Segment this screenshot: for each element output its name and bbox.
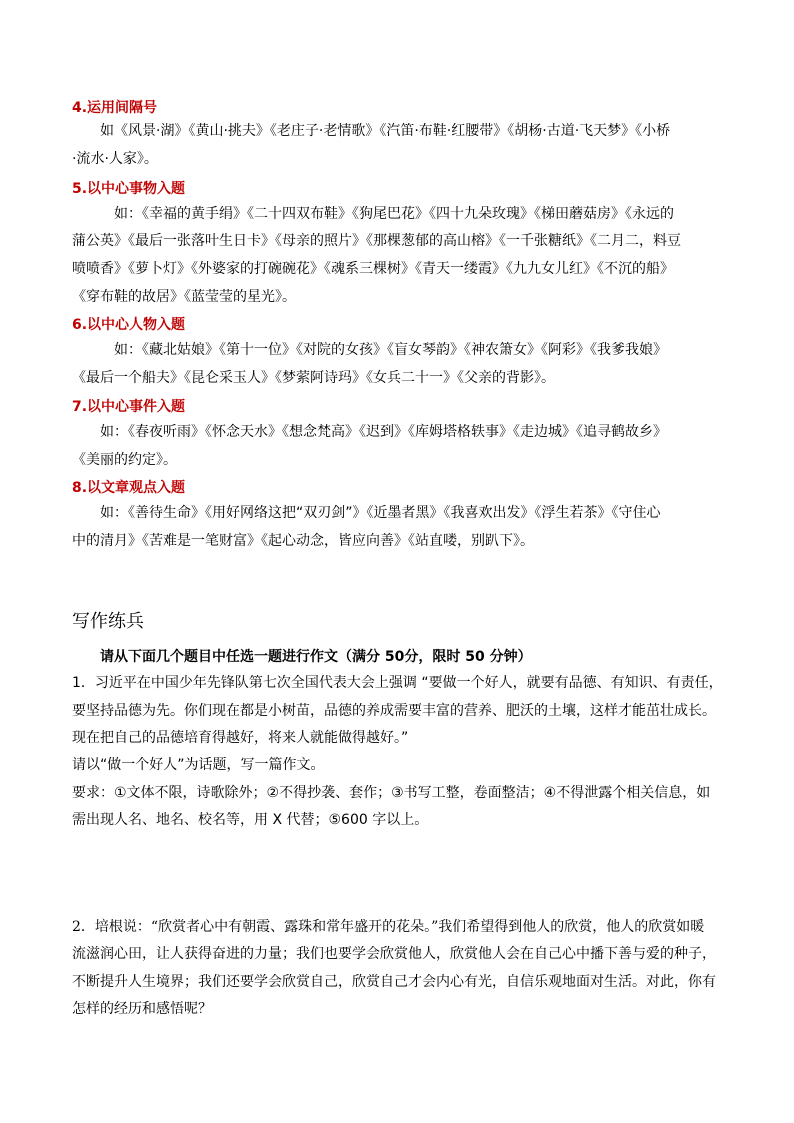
section-heading-4: 4.运用间隔号	[72, 100, 158, 116]
section-heading-5: 5.以中心事物入题	[72, 181, 186, 197]
section-7-line-1: 如：《春夜听雨》《怀念天水》《想念梵高》《迟到》《库姆塔格轶事》《走边城》《追寻鹤故乡》	[100, 424, 667, 440]
question-1-line-2: 要坚持品德为先。你们现在都是小树苗，品德的养成需要丰富的营养、肥沃的土壤，这样才能茁壮成长。	[72, 703, 716, 719]
section-7-line-2: 《美丽的约定》。	[72, 452, 177, 468]
section-4-line-2: ·流水·人家》。	[72, 151, 158, 167]
section-5-line-3: 喷喷香》《萝卜灯》《外婆家的打碗碗花》《魂系三棵树》《青天一缕霞》《九九女儿红》《不沉的船》	[72, 261, 674, 277]
section-5-line-4: 《穿布鞋的故居》《蓝莹莹的星光》。	[72, 289, 296, 305]
question-1-line-3: 现在把自己的品德培育得越好，将来人就能做得越好。”	[72, 730, 409, 746]
section-8-line-2: 中的清月》《苦难是一笔财富》《起心动念，皆应向善》《站直喽，别趴下》。	[72, 533, 534, 549]
section-6-line-1: 如：《藏北姑娘》《第十一位》《对院的女孩》《盲女琴韵》《神农箫女》《阿彩》《我爹我娘》	[114, 342, 667, 358]
section-heading-8: 8.以文章观点入题	[72, 480, 186, 496]
question-2-line-4: 怎样的经历和感悟呢？	[72, 1001, 212, 1017]
question-2-line-3: 不断提升人生境界；我们还要学会欣赏自己，欣赏自己才会内心有光，自信乐观地面对生活。对此，你有	[72, 974, 716, 990]
question-1-line-4: 请以“做一个好人”为话题，写一篇作文。	[72, 757, 325, 773]
question-2-line-1: 2．培根说：“欣赏者心中有朝霞、露珠和常年盛开的花朵。”我们希望得到他人的欣赏，他人的欣赏如暖	[72, 919, 705, 935]
section-4-line-1: 如《风景·湖》《黄山·挑夫》《老庄子·老情歌》《汽笛·布鞋·红腰带》《胡杨·古道·飞天梦》《小桥	[100, 123, 671, 139]
section-6-line-2: 《最后一个船夫》《昆仑采玉人》《梦萦阿诗玛》《女兵二十一》《父亲的背影》。	[72, 370, 555, 386]
section-5-line-2: 蒲公英》《最后一张落叶生日卡》《母亲的照片》《那棵葱郁的高山榕》《一千张糖纸》《二月二，料豆	[72, 233, 681, 249]
question-1-line-1: 1．习近平在中国少年先锋队第七次全国代表大会上强调 “要做一个好人，就要有品德、有知识、有责任，	[72, 675, 723, 691]
question-1-line-5: 要求：①文体不限，诗歌除外；②不得抄袭、套作；③书写工整，卷面整洁；④不得泄露个相关信息，如	[72, 785, 711, 801]
section-heading-6: 6.以中心人物入题	[72, 317, 186, 333]
question-1-line-6: 需出现人名、地名、校名等，用 X 代替；⑤600 字以上。	[72, 812, 429, 828]
practice-instruction: 请从下面几个题目中任选一题进行作文（满分 50分，限时 50 分钟）	[100, 649, 532, 665]
section-8-line-1: 如：《善待生命》《用好网络这把“双刃剑”》《近墨者黑》《我喜欢出发》《浮生若茶》《守住心	[100, 505, 661, 521]
question-2-line-2: 流滋润心田，让人获得奋进的力量；我们也要学会欣赏他人，欣赏他人会在自己心中播下善与爱的种子，	[72, 946, 716, 962]
section-heading-7: 7.以中心事件入题	[72, 399, 186, 415]
practice-title: 写作练兵	[72, 611, 144, 632]
section-5-line-1: 如：《幸福的黄手绢》《二十四双布鞋》《狗尾巴花》《四十九朵玫瑰》《梯田蘑菇房》《永远的	[114, 206, 674, 222]
